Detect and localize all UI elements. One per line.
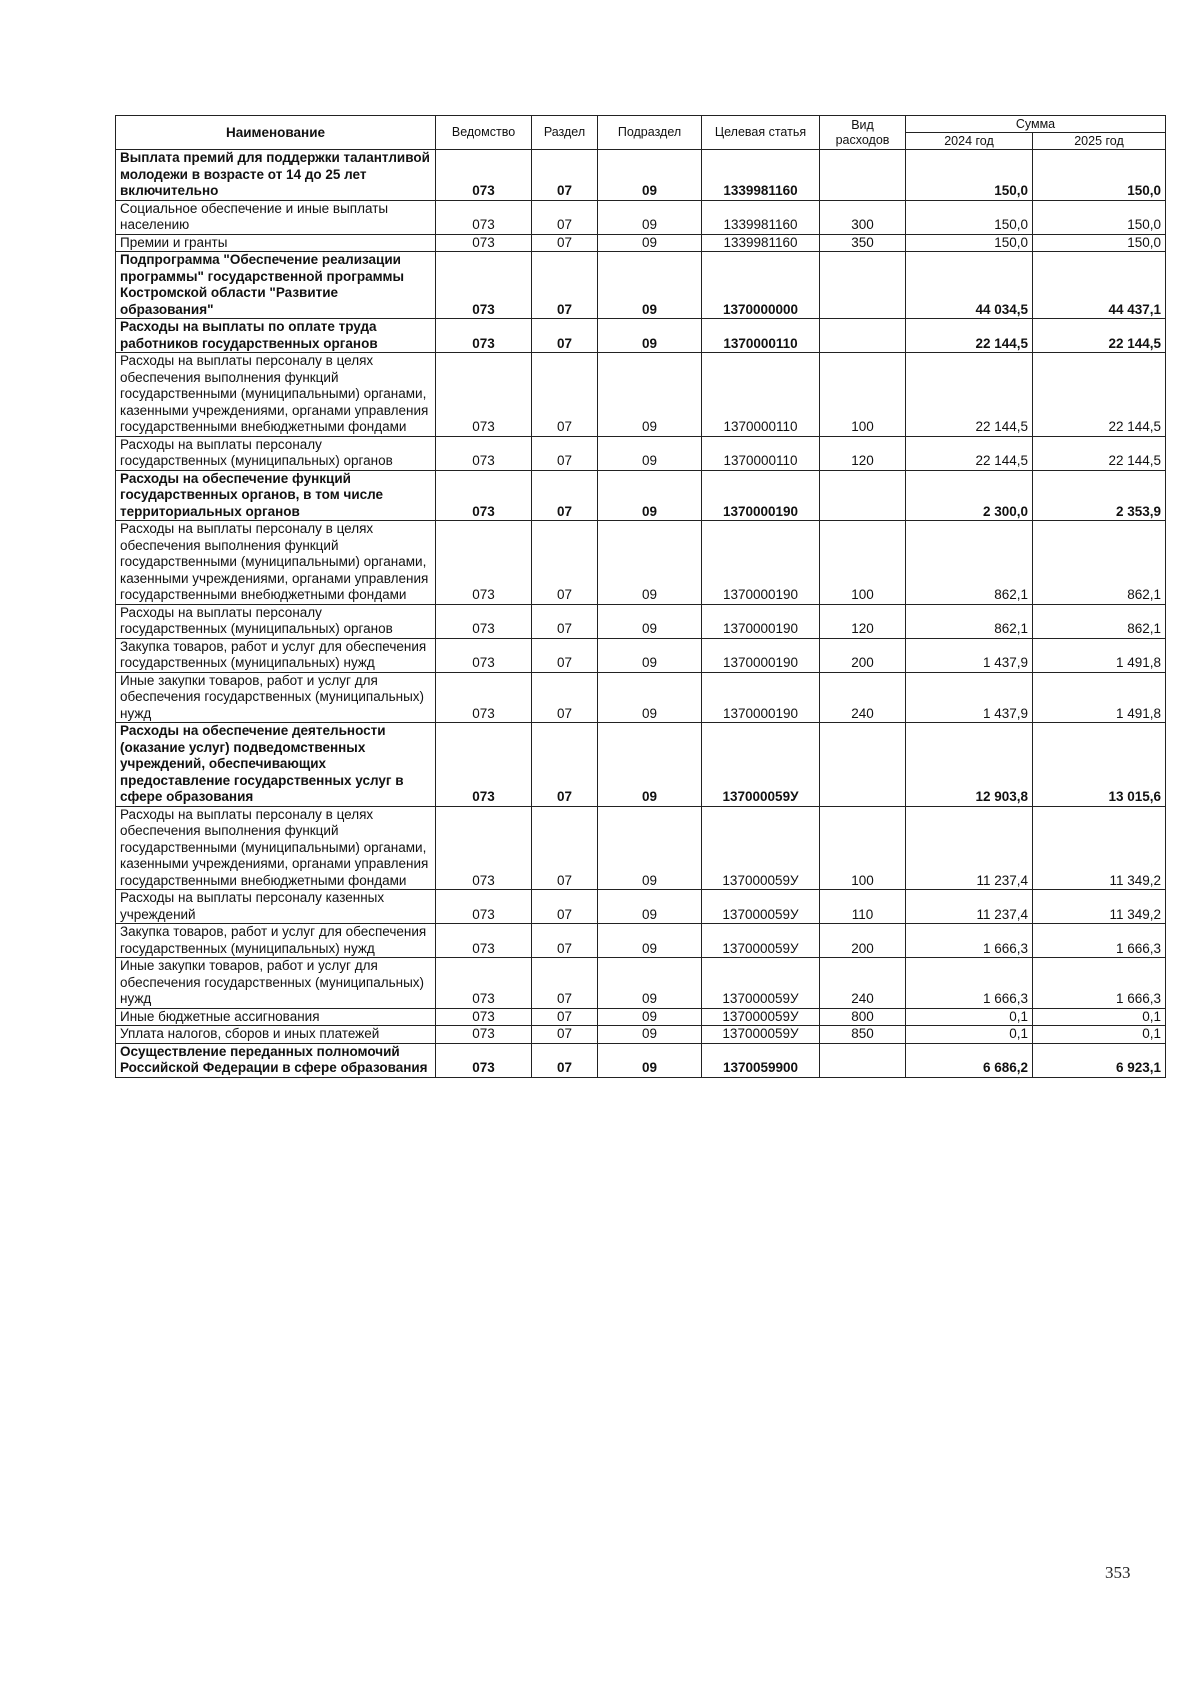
- cell-podrazdel: 09: [598, 958, 702, 1009]
- cell-sum-2024: 12 903,8: [906, 723, 1033, 807]
- table-row: [116, 319, 1166, 353]
- cell-sum-2025: 22 144,5: [1033, 353, 1166, 437]
- cell-celevaya-statya: 137000059У: [702, 924, 820, 958]
- cell-podrazdel: 09: [598, 672, 702, 723]
- cell-name: Осуществление переданных полномочий Российской Федерации в сфере образования: [116, 1043, 436, 1077]
- cell-celevaya-statya: 1370000190: [702, 638, 820, 672]
- cell-podrazdel: 09: [598, 723, 702, 807]
- cell-razdel: 07: [532, 638, 598, 672]
- cell-name: Расходы на выплаты персоналу в целях обеспечения выполнения функций государственными (муниципальными) органами, казенными учреждениями, органами управления государственными внебюджетными фондами: [116, 806, 436, 890]
- table-header: [116, 116, 1166, 150]
- cell-sum-2024: 44 034,5: [906, 252, 1033, 319]
- cell-celevaya-statya: 137000059У: [702, 890, 820, 924]
- cell-vedomstvo: 073: [436, 806, 532, 890]
- header-vedomstvo: Ведомство: [436, 116, 532, 150]
- cell-podrazdel: 09: [598, 150, 702, 201]
- cell-sum-2024: 22 144,5: [906, 353, 1033, 437]
- cell-name: Расходы на выплаты персоналу в целях обеспечения выполнения функций государственными (муниципальными) органами, казенными учреждениями, органами управления государственными внебюджетными фондами: [116, 521, 436, 605]
- cell-vedomstvo: 073: [436, 638, 532, 672]
- cell-vid-rashodov: 800: [820, 1008, 906, 1026]
- cell-razdel: 07: [532, 436, 598, 470]
- table-row: [116, 150, 1166, 201]
- table-row: [116, 200, 1166, 234]
- cell-sum-2024: 150,0: [906, 200, 1033, 234]
- table-row: [116, 723, 1166, 807]
- cell-sum-2024: 150,0: [906, 234, 1033, 252]
- cell-razdel: 07: [532, 234, 598, 252]
- budget-table: [115, 115, 1166, 1078]
- page-number: 353: [1105, 1563, 1131, 1582]
- cell-vid-rashodov: 850: [820, 1026, 906, 1044]
- cell-sum-2025: 0,1: [1033, 1026, 1166, 1044]
- cell-name: Уплата налогов, сборов и иных платежей: [116, 1026, 436, 1044]
- cell-celevaya-statya: 1370000000: [702, 252, 820, 319]
- cell-razdel: 07: [532, 890, 598, 924]
- cell-sum-2025: 1 666,3: [1033, 958, 1166, 1009]
- cell-name: Расходы на выплаты по оплате труда работников государственных органов: [116, 319, 436, 353]
- cell-podrazdel: 09: [598, 319, 702, 353]
- cell-sum-2024: 0,1: [906, 1026, 1033, 1044]
- cell-name: Расходы на выплаты персоналу казенных учреждений: [116, 890, 436, 924]
- cell-vid-rashodov: 240: [820, 958, 906, 1009]
- cell-sum-2025: 862,1: [1033, 521, 1166, 605]
- cell-razdel: 07: [532, 672, 598, 723]
- cell-sum-2025: 44 437,1: [1033, 252, 1166, 319]
- cell-vid-rashodov: 300: [820, 200, 906, 234]
- cell-celevaya-statya: 1370059900: [702, 1043, 820, 1077]
- cell-podrazdel: 09: [598, 1026, 702, 1044]
- cell-sum-2025: 6 923,1: [1033, 1043, 1166, 1077]
- header-summa: Сумма: [906, 116, 1166, 133]
- cell-sum-2024: 11 237,4: [906, 806, 1033, 890]
- cell-name: Закупка товаров, работ и услуг для обеспечения государственных (муниципальных) нужд: [116, 924, 436, 958]
- cell-podrazdel: 09: [598, 638, 702, 672]
- cell-sum-2025: 0,1: [1033, 1008, 1166, 1026]
- table-row: [116, 638, 1166, 672]
- header-name: Наименование: [116, 116, 436, 150]
- cell-name: Премии и гранты: [116, 234, 436, 252]
- cell-celevaya-statya: 137000059У: [702, 723, 820, 807]
- cell-razdel: 07: [532, 806, 598, 890]
- cell-podrazdel: 09: [598, 252, 702, 319]
- cell-vedomstvo: 073: [436, 234, 532, 252]
- header-year-2024: 2024 год: [906, 133, 1033, 150]
- table-row: [116, 521, 1166, 605]
- cell-vedomstvo: 073: [436, 150, 532, 201]
- cell-podrazdel: 09: [598, 604, 702, 638]
- cell-razdel: 07: [532, 200, 598, 234]
- cell-vedomstvo: 073: [436, 1043, 532, 1077]
- cell-vedomstvo: 073: [436, 1026, 532, 1044]
- cell-celevaya-statya: 1370000110: [702, 353, 820, 437]
- cell-sum-2024: 22 144,5: [906, 319, 1033, 353]
- cell-sum-2024: 862,1: [906, 604, 1033, 638]
- cell-celevaya-statya: 1370000190: [702, 604, 820, 638]
- table-row: [116, 924, 1166, 958]
- cell-sum-2025: 11 349,2: [1033, 890, 1166, 924]
- table-row: [116, 1043, 1166, 1077]
- cell-celevaya-statya: 1339981160: [702, 234, 820, 252]
- cell-celevaya-statya: 1339981160: [702, 150, 820, 201]
- cell-razdel: 07: [532, 958, 598, 1009]
- cell-razdel: 07: [532, 723, 598, 807]
- cell-podrazdel: 09: [598, 200, 702, 234]
- cell-sum-2025: 150,0: [1033, 234, 1166, 252]
- cell-celevaya-statya: 137000059У: [702, 1008, 820, 1026]
- cell-sum-2024: 0,1: [906, 1008, 1033, 1026]
- cell-vedomstvo: 073: [436, 924, 532, 958]
- cell-sum-2025: 2 353,9: [1033, 470, 1166, 521]
- cell-name: Иные закупки товаров, работ и услуг для обеспечения государственных (муниципальных) нужд: [116, 958, 436, 1009]
- cell-sum-2024: 22 144,5: [906, 436, 1033, 470]
- cell-vedomstvo: 073: [436, 252, 532, 319]
- cell-sum-2024: 150,0: [906, 150, 1033, 201]
- cell-razdel: 07: [532, 470, 598, 521]
- cell-sum-2025: 1 666,3: [1033, 924, 1166, 958]
- cell-vedomstvo: 073: [436, 353, 532, 437]
- cell-vedomstvo: 073: [436, 200, 532, 234]
- cell-celevaya-statya: 1370000190: [702, 672, 820, 723]
- cell-name: Расходы на выплаты персоналу государственных (муниципальных) органов: [116, 604, 436, 638]
- cell-podrazdel: 09: [598, 806, 702, 890]
- cell-vid-rashodov: 200: [820, 924, 906, 958]
- cell-podrazdel: 09: [598, 521, 702, 605]
- cell-sum-2025: 11 349,2: [1033, 806, 1166, 890]
- cell-celevaya-statya: 137000059У: [702, 1026, 820, 1044]
- cell-vedomstvo: 073: [436, 521, 532, 605]
- cell-razdel: 07: [532, 252, 598, 319]
- cell-sum-2025: 22 144,5: [1033, 436, 1166, 470]
- cell-sum-2025: 150,0: [1033, 150, 1166, 201]
- table-row: [116, 958, 1166, 1009]
- cell-celevaya-statya: 1370000110: [702, 436, 820, 470]
- cell-sum-2024: 6 686,2: [906, 1043, 1033, 1077]
- cell-vedomstvo: 073: [436, 436, 532, 470]
- cell-vid-rashodov: [820, 723, 906, 807]
- cell-razdel: 07: [532, 353, 598, 437]
- table-row: [116, 1008, 1166, 1026]
- cell-sum-2024: 2 300,0: [906, 470, 1033, 521]
- cell-podrazdel: 09: [598, 1043, 702, 1077]
- cell-vedomstvo: 073: [436, 604, 532, 638]
- cell-sum-2024: 1 437,9: [906, 672, 1033, 723]
- table-row: [116, 672, 1166, 723]
- cell-name: Расходы на обеспечение функций государственных органов, в том числе территориальных органов: [116, 470, 436, 521]
- cell-name: Иные бюджетные ассигнования: [116, 1008, 436, 1026]
- cell-podrazdel: 09: [598, 353, 702, 437]
- table-row: [116, 806, 1166, 890]
- cell-razdel: 07: [532, 1008, 598, 1026]
- cell-name: Иные закупки товаров, работ и услуг для обеспечения государственных (муниципальных) нужд: [116, 672, 436, 723]
- cell-razdel: 07: [532, 604, 598, 638]
- cell-sum-2025: 1 491,8: [1033, 638, 1166, 672]
- cell-vedomstvo: 073: [436, 723, 532, 807]
- cell-vedomstvo: 073: [436, 958, 532, 1009]
- cell-razdel: 07: [532, 924, 598, 958]
- cell-vedomstvo: 073: [436, 672, 532, 723]
- cell-name: Закупка товаров, работ и услуг для обеспечения государственных (муниципальных) нужд: [116, 638, 436, 672]
- cell-celevaya-statya: 1370000190: [702, 470, 820, 521]
- cell-podrazdel: 09: [598, 436, 702, 470]
- cell-celevaya-statya: 1370000190: [702, 521, 820, 605]
- cell-razdel: 07: [532, 150, 598, 201]
- table-row: [116, 470, 1166, 521]
- cell-vid-rashodov: [820, 1043, 906, 1077]
- cell-sum-2025: 13 015,6: [1033, 723, 1166, 807]
- cell-podrazdel: 09: [598, 924, 702, 958]
- cell-sum-2025: 150,0: [1033, 200, 1166, 234]
- cell-vid-rashodov: 100: [820, 353, 906, 437]
- cell-vedomstvo: 073: [436, 470, 532, 521]
- cell-vid-rashodov: 350: [820, 234, 906, 252]
- cell-razdel: 07: [532, 1026, 598, 1044]
- cell-vid-rashodov: 120: [820, 436, 906, 470]
- cell-vid-rashodov: 200: [820, 638, 906, 672]
- cell-podrazdel: 09: [598, 470, 702, 521]
- table-row: [116, 252, 1166, 319]
- header-vid-rashodov: Вид расходов: [820, 116, 906, 150]
- table-row: [116, 353, 1166, 437]
- cell-razdel: 07: [532, 1043, 598, 1077]
- cell-sum-2024: 11 237,4: [906, 890, 1033, 924]
- budget-document: [115, 115, 1165, 1078]
- cell-name: Расходы на обеспечение деятельности (оказание услуг) подведомственных учреждений, обеспечивающих предоставление государственных услуг в сфере образования: [116, 723, 436, 807]
- cell-vid-rashodov: [820, 150, 906, 201]
- cell-podrazdel: 09: [598, 234, 702, 252]
- cell-celevaya-statya: 137000059У: [702, 958, 820, 1009]
- cell-name: Расходы на выплаты персоналу в целях обеспечения выполнения функций государственными (муниципальными) органами, казенными учреждениями, органами управления государственными внебюджетными фондами: [116, 353, 436, 437]
- cell-sum-2025: 1 491,8: [1033, 672, 1166, 723]
- header-podrazdel: Подраздел: [598, 116, 702, 150]
- table-row: [116, 436, 1166, 470]
- cell-vid-rashodov: [820, 319, 906, 353]
- cell-name: Социальное обеспечение и иные выплаты населению: [116, 200, 436, 234]
- cell-razdel: 07: [532, 319, 598, 353]
- cell-vedomstvo: 073: [436, 319, 532, 353]
- table-row: [116, 890, 1166, 924]
- cell-vid-rashodov: 110: [820, 890, 906, 924]
- cell-name: Расходы на выплаты персоналу государственных (муниципальных) органов: [116, 436, 436, 470]
- cell-vid-rashodov: 240: [820, 672, 906, 723]
- cell-sum-2024: 1 666,3: [906, 924, 1033, 958]
- cell-vid-rashodov: [820, 470, 906, 521]
- header-celevaya-statya: Целевая статья: [702, 116, 820, 150]
- cell-vedomstvo: 073: [436, 1008, 532, 1026]
- cell-celevaya-statya: 1339981160: [702, 200, 820, 234]
- cell-sum-2025: 22 144,5: [1033, 319, 1166, 353]
- cell-celevaya-statya: 137000059У: [702, 806, 820, 890]
- cell-vid-rashodov: 120: [820, 604, 906, 638]
- cell-podrazdel: 09: [598, 1008, 702, 1026]
- cell-vedomstvo: 073: [436, 890, 532, 924]
- table-body: [116, 150, 1166, 1078]
- table-row: [116, 234, 1166, 252]
- cell-vid-rashodov: [820, 252, 906, 319]
- cell-sum-2024: 1 437,9: [906, 638, 1033, 672]
- header-razdel: Раздел: [532, 116, 598, 150]
- cell-name: Подпрограмма "Обеспечение реализации программы" государственной программы Костромской области "Развитие образования": [116, 252, 436, 319]
- table-row: [116, 604, 1166, 638]
- cell-razdel: 07: [532, 521, 598, 605]
- cell-sum-2024: 1 666,3: [906, 958, 1033, 1009]
- table-row: [116, 1026, 1166, 1044]
- cell-vid-rashodov: 100: [820, 521, 906, 605]
- cell-vid-rashodov: 100: [820, 806, 906, 890]
- cell-name: Выплата премий для поддержки талантливой молодежи в возрасте от 14 до 25 лет включительно: [116, 150, 436, 201]
- cell-podrazdel: 09: [598, 890, 702, 924]
- cell-celevaya-statya: 1370000110: [702, 319, 820, 353]
- cell-sum-2025: 862,1: [1033, 604, 1166, 638]
- header-year-2025: 2025 год: [1033, 133, 1166, 150]
- cell-sum-2024: 862,1: [906, 521, 1033, 605]
